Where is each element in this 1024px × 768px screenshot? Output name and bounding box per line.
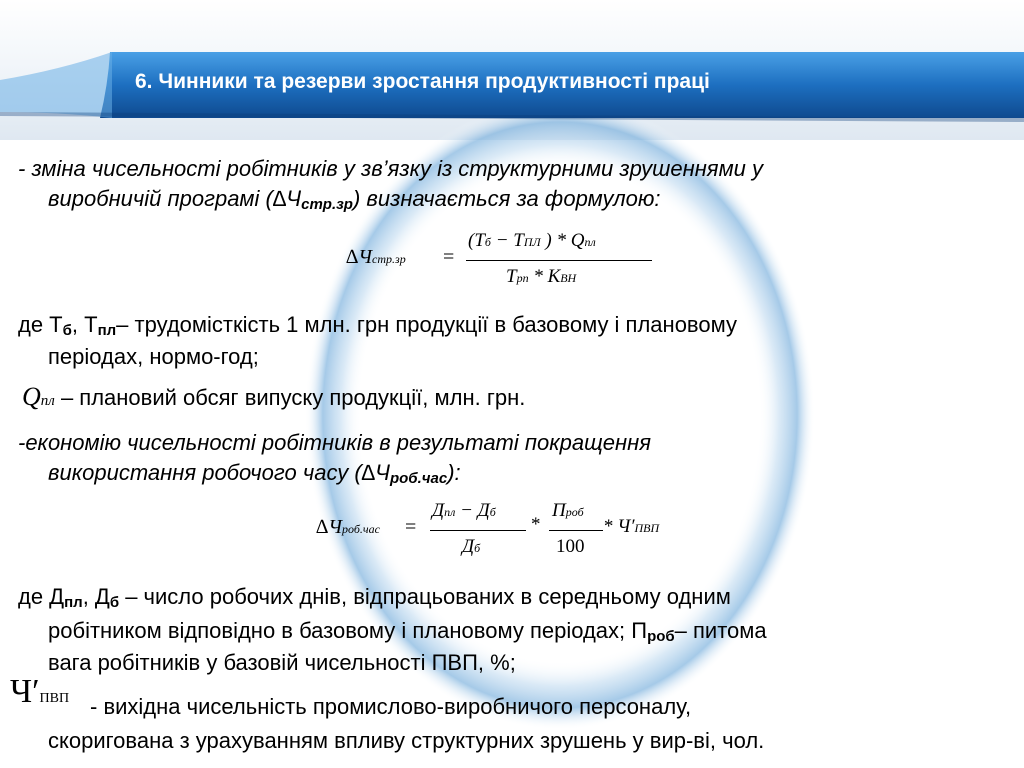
formula-2-tail <box>603 516 659 538</box>
formula-symbol: (Т <box>468 230 485 251</box>
text-span: ): <box>447 460 461 485</box>
formula-2-fraction-bar-1 <box>430 530 526 531</box>
paragraph-4-line-1 <box>18 430 651 456</box>
text-span: – питома <box>674 618 767 643</box>
text-span: - зміна чисельності робітників у зв’язку із структурними зрушеннями у <box>18 156 763 181</box>
formula-symbol: * К <box>533 266 561 287</box>
formula-symbol: − Т <box>495 230 524 251</box>
paragraph-2-line-1 <box>18 312 737 341</box>
formula-1-fraction-bar <box>466 260 652 261</box>
text-span: вага робітників у базовій чисельності ПВП, %; <box>48 650 516 675</box>
formula-symbol: П <box>552 500 566 521</box>
ch-symbol-subscript: ПВП <box>39 691 70 706</box>
paragraph-3 <box>22 384 525 414</box>
text-span: де Т <box>18 312 63 337</box>
paragraph-5-line-1 <box>18 584 731 613</box>
paragraph-6-symbol <box>10 670 69 721</box>
paragraph-5-line-2 <box>48 618 767 647</box>
formula-1-lhs <box>346 246 406 269</box>
formula-subscript: б <box>489 505 496 519</box>
subscript: роб.час <box>389 470 448 487</box>
text-span: виробничій програмі (∆Ч <box>48 186 302 211</box>
formula-2-fraction-bar-2 <box>549 530 603 531</box>
text-span: використання робочого часу (∆Ч <box>48 460 390 485</box>
formula-2-multiply: * <box>531 514 541 535</box>
formula-2-numerator-1 <box>432 500 496 522</box>
text-span: -економію чисельності робітників в результаті покращення <box>18 430 652 455</box>
q-symbol: Q <box>22 382 41 411</box>
text-span: - вихідна чисельність промислово-виробничого персоналу, <box>90 694 692 719</box>
formula-subscript: рп <box>516 271 529 285</box>
paragraph-1-line-2 <box>48 186 661 215</box>
formula-symbol: ) * Q <box>545 230 585 251</box>
formula-1-numerator <box>468 230 596 252</box>
text-span: ) визначається за формулою: <box>352 186 661 211</box>
formula-symbol: Д <box>462 536 475 557</box>
paragraph-6-line-1 <box>90 694 691 720</box>
formula-subscript: б <box>474 541 481 555</box>
formula-2-equals: = <box>405 516 417 538</box>
paragraph-2-line-2 <box>48 344 259 370</box>
text-span: робітником відповідно в базовому і плановому періодах; П <box>48 618 648 643</box>
formula-subscript: ВН <box>560 271 577 285</box>
paragraph-1-line-1 <box>18 156 763 182</box>
subscript: пл <box>97 322 117 339</box>
formula-2-numerator-2 <box>552 500 584 522</box>
subscript: стр.зр <box>301 196 353 213</box>
text-span: де Д <box>18 584 65 609</box>
ch-symbol: Ч′ <box>10 673 40 710</box>
formula-subscript: роб.час <box>342 522 380 536</box>
paragraph-5-line-3 <box>48 650 516 676</box>
text-span: – плановий обсяг випуску продукції, млн. грн. <box>60 385 526 410</box>
formula-2-denominator-1 <box>462 536 480 558</box>
formula-1-equals: = <box>443 246 455 268</box>
formula-symbol: Т <box>506 266 517 287</box>
formula-1-denominator <box>506 266 576 288</box>
formula-symbol: − Д <box>460 500 490 521</box>
q-symbol-subscript: пл <box>40 393 55 409</box>
formula-symbol: ∆Ч <box>316 516 343 538</box>
paragraph-6-line-2 <box>48 728 764 754</box>
formula-symbol: * Ч′ <box>603 516 635 537</box>
text-span: , Д <box>82 584 110 609</box>
formula-subscript: ПЛ <box>523 235 541 249</box>
formula-2-lhs <box>316 516 380 539</box>
slide-title: 6. Чинники та резерви зростання продуктивності праці <box>135 70 710 93</box>
formula-subscript: стр.зр <box>372 252 406 266</box>
paragraph-4-line-2 <box>48 460 461 489</box>
formula-subscript: пл <box>444 505 456 519</box>
subscript: б <box>62 322 72 339</box>
subscript: роб <box>647 628 675 645</box>
formula-symbol: Д <box>432 500 445 521</box>
text-span: , Т <box>71 312 98 337</box>
subscript: пл <box>64 594 83 611</box>
formula-subscript: роб <box>565 505 584 519</box>
formula-2-denominator-2: 100 <box>556 536 585 557</box>
text-span: періодах, нормо-год; <box>48 344 259 369</box>
formula-subscript: пл <box>584 235 596 249</box>
formula-subscript: б <box>484 235 491 249</box>
subscript: б <box>109 594 120 611</box>
formula-subscript: ПВП <box>634 521 660 535</box>
text-span: – трудомісткість 1 млн. грн продукції в базовому і плановому <box>116 312 737 337</box>
text-span: – число робочих днів, відпрацьованих в середньому одним <box>119 584 731 609</box>
text-span: скоригована з урахуванням впливу структурних зрушень у вир-ві, чол. <box>48 728 765 753</box>
formula-symbol: ∆Ч <box>346 246 373 268</box>
